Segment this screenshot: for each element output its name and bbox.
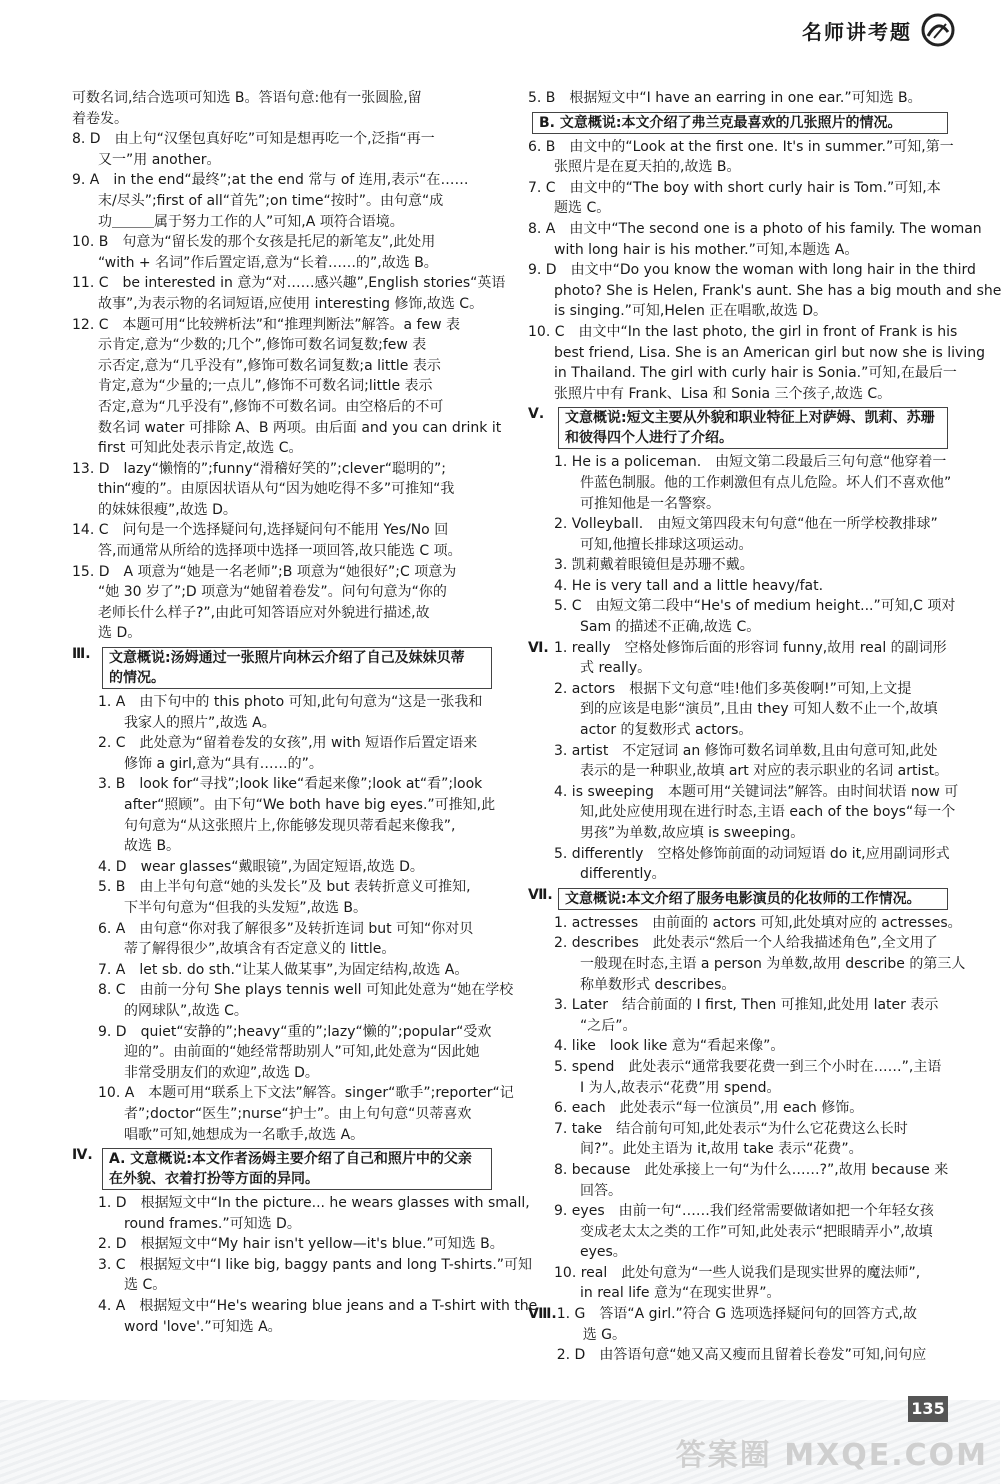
section-number: Ⅵ. (528, 639, 549, 656)
answer-item (98, 1083, 514, 1145)
section-3 (72, 644, 514, 1145)
answer-item (72, 459, 492, 521)
page-number: 135 (908, 1396, 948, 1422)
answer-item (72, 273, 506, 314)
answer-first-line: 7. A let sb. do sth.“让某人做某事”,为固定结构,故选 A。 (98, 961, 469, 978)
answer-line: I 为人,故表示“花费”用 spend。 (580, 1079, 781, 1096)
summary-box (102, 1148, 492, 1190)
answer-line: 者”;doctor“医生”;nurse“护士”。由上句句意“贝蒂喜欢 (124, 1105, 472, 1122)
answer-line: in Thailand. The girl with curly hair is Sonia.”可知,在最后一 (554, 365, 957, 382)
answer-first-line: 4. He is very tall and a little heavy/fat. (554, 577, 824, 594)
section-7 (528, 885, 966, 1304)
answer-first-line: 3. B look for“寻找”;look like“看起来像”;look at“看”;look (98, 776, 483, 793)
answer-first-line: 1. really 空格处修饰后面的形容词 funny,故用 real 的副词形 (554, 639, 947, 656)
answer-item (554, 913, 962, 934)
page-header (802, 8, 956, 52)
answer-first-line: 4. like look like 意为“看起来像”。 (554, 1038, 785, 1055)
answer-item (554, 638, 948, 679)
answer-item (98, 1255, 533, 1296)
answer-line: “with + 名词”作后置定语,意为“长着……的”,故选 B。 (98, 254, 438, 271)
answer-line: 句句意为“从这张照片上,你能够发现贝蒂看起来像我”, (124, 817, 456, 834)
section-body (554, 885, 966, 1304)
answer-line: 选 C。 (124, 1277, 167, 1294)
answer-line: word 'love'.”可知选 A。 (124, 1318, 282, 1335)
answer-line: “之后”。 (580, 1017, 637, 1034)
answer-first-line: 8. C 由前一分句 She plays tennis well 可知此处意为“她在学校 (98, 982, 514, 999)
answer-line: 老师长什么样子?”,由此可知答语应对外貌进行描述,故 (98, 604, 430, 621)
answer-first-line: 6. A 由句意“你对我了解很多”及转折连词 but 可知“你对贝 (98, 920, 474, 937)
section-body (557, 1304, 948, 1366)
answer-first-line: 2. actors 根据下文句意“哇!他们多英俊啊!”可知,上文提 (554, 680, 912, 697)
answer-first-line: 8. because 此处承接上一句“为什么……?”,故用 because 来 (554, 1161, 949, 1178)
answer-line: best friend, Lisa. She is an American girl but now she is living (554, 344, 985, 361)
answer-item (554, 1160, 948, 1201)
answer-item (98, 857, 492, 878)
answer-line: Sam 的描述不正确,故选 C。 (580, 619, 761, 636)
answer-line: 修饰 a girl,意为“具有……的”。 (124, 755, 323, 772)
summary-line: B. 文意概说:本文介绍了弗兰克最喜欢的几张照片的情况。 (539, 114, 902, 131)
answer-first-line: 14. C 问句是一个选择疑问句,选择疑问句不能用 Yes/No 回 (72, 522, 449, 539)
section-body (98, 644, 514, 1145)
answer-line: in real life 意为“在现实世界”。 (580, 1285, 781, 1302)
answer-line: 示肯定,意为“少数的;几个”,修饰可数名词复数;few 表 (98, 337, 427, 354)
answer-first-line: 6. B 由文中的“Look at the first one. It's in summer.”可知,第一 (528, 138, 954, 155)
answer-first-line: 11. C be interested in 意为“对……感兴趣”,English stories“英语 (72, 275, 506, 292)
answer-first-line: 1. A 由下句中的 this photo 可知,此句句意为“这是一张我和 (98, 694, 483, 711)
section-number: Ⅷ. (528, 1306, 557, 1323)
answer-first-line: 5. spend 此处表示“通常我要花费一到三个小时在……”,主语 (554, 1058, 942, 1075)
answer-line: eyes。 (580, 1244, 627, 1261)
answer-first-line: 1. D 根据短文中“In the picture... he wears glasses with small, (98, 1195, 530, 1212)
answer-item (554, 452, 952, 514)
answer-first-line: 3. artist 不定冠词 an 修饰可数名词单数,且由句意可知,此处 (554, 742, 938, 759)
answer-line: 变成老太太之类的工作”可知,此处表示“把眼睛弄小”,故填 (580, 1223, 933, 1240)
section-number: Ⅶ. (528, 886, 553, 903)
answer-item (554, 576, 948, 597)
answer-first-line: 5. B 由上半句句意“她的头发长”及 but 表转折意义可推知, (98, 879, 471, 896)
summary-box (558, 407, 948, 449)
right-column (528, 88, 1001, 1366)
answer-line: 一般现在时态,主语 a person 为单数,故用 describe 的第三人 (580, 955, 966, 972)
series-title: 名师讲考题 (802, 19, 912, 44)
answer-item (557, 1345, 948, 1366)
answer-line: is singing.”可知,Helen 正在唱歌,故选 D。 (554, 303, 828, 320)
answer-first-line: 9. A in the end“最终”;at the end 常与 of 连用,表示“在…… (72, 172, 469, 189)
answer-item (554, 514, 948, 555)
answer-item (554, 555, 948, 576)
answer-item (98, 733, 492, 774)
answer-item (528, 260, 1001, 322)
section-8 (528, 1304, 948, 1366)
summary-box (102, 647, 492, 689)
answer-first-line: 9. D quiet“安静的”;heavy“重的”;lazy“懒的”;popular“受欢 (98, 1023, 492, 1040)
intro-line: 着卷发。 (72, 110, 128, 127)
answer-item (528, 137, 954, 178)
answer-line: 表示的是一种职业,故填 art 对应的表示职业的名词 artist。 (580, 763, 949, 780)
answer-item (554, 741, 948, 782)
answer-first-line: 3. Later 结合前面的 I first, Then 可推知,此处用 later 表示 (554, 997, 939, 1014)
answer-line: 我家人的照片”,故选 A。 (124, 714, 276, 731)
answer-line: 选 D。 (98, 625, 142, 642)
answer-item (98, 919, 492, 960)
answer-line: 知,此处应使用现在进行时态,主语 each of the boys“每一个 (580, 804, 956, 821)
answer-line: 回答。 (580, 1182, 622, 1199)
answer-first-line: 8. D 由上句“汉堡包真好吃”可知是想再吃一个,泛指“再一 (72, 131, 435, 148)
answer-item (528, 219, 982, 260)
answer-line: with long hair is his mother.”可知,本题选 A。 (554, 241, 859, 258)
logo-icon (920, 12, 956, 48)
answer-first-line: 1. G 答语“A girl.”符合 G 选项选择疑问句的回答方式,故 (556, 1306, 917, 1323)
answer-first-line: 10. B 句意为“留长发的那个女孩是托尼的新笔友”,此处用 (72, 234, 436, 251)
answer-first-line: 5. differently 空格处修饰前面的动词短语 do it,应用副词形式 (554, 845, 950, 862)
answer-first-line: 12. C 本题可用“比较辨析法”和“推理判断法”解答。a few 表 (72, 316, 460, 333)
answer-first-line: 1. actresses 由前面的 actors 可知,此处填对应的 actresses。 (554, 914, 962, 931)
summary-line: 和彼得四个人进行了介绍。 (565, 430, 733, 447)
answer-line: 可推知他是一名警察。 (580, 495, 720, 512)
answer-first-line: 7. C 由文中的“The boy with short curly hair is Tom.”可知,本 (528, 179, 941, 196)
answer-item (554, 933, 966, 995)
answer-item (72, 520, 492, 561)
answer-line: 肯定,意为“少量的;一点儿”,修饰不可数名词;little 表示 (98, 378, 433, 395)
answer-line: 功＿＿＿属于努力工作的人”可知,A 项符合语境。 (98, 213, 404, 230)
answer-first-line: 3. 凯莉戴着眼镜但是苏珊不戴。 (554, 557, 754, 574)
section-body (554, 638, 959, 885)
answer-first-line: 2. Volleyball. 由短文第四段末句句意“他在一所学校教排球” (554, 516, 938, 533)
answer-item (554, 995, 948, 1036)
summary-line: 文意概说:汤姆通过一张照片向林云介绍了自己及妹妹贝蒂 (109, 650, 465, 667)
answer-line: 唱歌”可知,她想成为一名歌手,故选 A。 (124, 1126, 365, 1143)
answer-line: 迎的”。由前面的“她经常帮助别人”可知,此处意为“因此她 (124, 1044, 480, 1061)
answer-line: 男孩”为单数,故应填 is sweeping。 (580, 825, 805, 841)
answer-item (554, 1201, 948, 1263)
answer-first-line: 15. D A 项意为“她是一名老师”;B 项意为“她很好”;C 项意为 (72, 563, 457, 580)
answer-line: after“照顾”。由下句“We both have big eyes.”可推知,此 (124, 797, 496, 813)
answer-first-line: 9. D 由文中“Do you know the woman with long hair in the third (528, 262, 976, 279)
answer-item (98, 774, 496, 856)
section-number: Ⅳ. (72, 1147, 93, 1164)
answer-line: first 可知此处表示肯定,故选 C。 (98, 440, 303, 457)
left-column (72, 88, 538, 1337)
answer-line: 蒂了解得很少”,故填含有否定意义的 little。 (124, 941, 396, 958)
answer-line: differently。 (580, 866, 666, 883)
answer-item (98, 1193, 530, 1234)
answer-item (554, 1057, 948, 1098)
answer-item (98, 1022, 492, 1084)
section-body (98, 1145, 538, 1337)
answer-first-line: 8. A 由文中“The second one is a photo of his family. The woman (528, 220, 982, 237)
answer-line: 式 really。 (580, 660, 652, 677)
answer-item (98, 980, 514, 1021)
summary-line: 在外貌、衣着打扮等方面的异同。 (109, 1171, 319, 1188)
answer-line: thin“瘦的”。由原因状语从句“因为她吃得不多”可推知“我 (98, 481, 455, 498)
answer-first-line: 10. real 此处句意为“一些人说我们是现实世界的魔法师”, (554, 1264, 921, 1281)
answer-line: round frames.”可知选 D。 (124, 1215, 301, 1232)
answer-line: 下半句句意为“但我的头发短”,故选 B。 (124, 899, 368, 916)
answer-item (554, 679, 948, 741)
page-footer (0, 1400, 1000, 1484)
section-4 (72, 1145, 538, 1337)
answer-line: 故事”,为表示物的名词短语,应使用 interesting 修饰,故选 C。 (98, 295, 484, 312)
answer-line: 称单数形式 describes。 (580, 976, 736, 993)
answer-line: 非常受朋友们的欢迎”,故选 D。 (124, 1064, 319, 1081)
answer-item (98, 960, 492, 981)
summary-line: 的情况。 (109, 670, 165, 687)
answer-item (98, 1296, 538, 1337)
section-number: Ⅴ. (528, 406, 545, 423)
answer-first-line: 1. He is a policeman. 由短文第二段最后三句句意“他穿着一 (554, 454, 947, 471)
answer-first-line: 7. take 结合前句可知,此处表示“为什么它花费这么长时 (554, 1120, 908, 1137)
section-5 (528, 404, 956, 637)
answer-item (528, 178, 948, 219)
answer-line: “她 30 岁了”;D 项意为“她留着卷发”。问句句意为“你的 (98, 584, 447, 601)
answer-first-line: 5. B 根据短文中“I have an earring in one ear.”可知选 B。 (528, 90, 922, 106)
answer-first-line: 10. A 本题可用“联系上下文法”解答。singer“歌手”;reporter“记 (98, 1085, 514, 1102)
answer-line: 题选 C。 (554, 200, 611, 217)
answer-item (98, 1234, 504, 1255)
answer-item (98, 692, 492, 733)
summary-line: 文意概说:本文介绍了服务电影演员的化妆师的工作情况。 (565, 890, 921, 907)
answer-line: 的妹妹很瘦”,故选 D。 (98, 501, 237, 518)
answer-item (72, 315, 502, 459)
answer-line: 张照片是在夏天拍的,故选 B。 (554, 159, 741, 176)
answer-item (554, 596, 956, 637)
answer-item (72, 562, 492, 644)
answer-item (554, 1119, 948, 1160)
answer-item (72, 170, 492, 232)
answer-first-line: 5. C 由短文第二段中“He's of medium height...”可知,C 项对 (554, 598, 956, 615)
answer-line: 数名词 water 可排除 A、B 两项。由后面 and you can drink it (98, 419, 502, 436)
answer-item (554, 1098, 948, 1119)
section-6 (528, 638, 959, 885)
answer-first-line: 10. C 由文中“In the last photo, the girl in front of Frank is his (528, 323, 958, 340)
answer-item (554, 1036, 948, 1057)
answer-line: 又一”用 another。 (98, 151, 221, 168)
answer-first-line: 2. D 根据短文中“My hair isn't yellow—it's blue.”可知选 B。 (98, 1236, 504, 1253)
answer-line: 末/尽头”;first of all“首先”;on time“按时”。由句意“成 (98, 192, 444, 209)
summary-box (558, 888, 948, 910)
answer-first-line: 6. each 此处表示“每一位演员”,用 each 修饰。 (554, 1100, 864, 1117)
section-number: Ⅲ. (72, 646, 91, 663)
answer-item (554, 844, 948, 885)
answer-item (528, 88, 948, 109)
answer-first-line: 4. A 根据短文中“He's wearing blue jeans and a T-shirt with the (98, 1298, 538, 1315)
watermark: 答案圈 MXQE.COM (675, 1438, 988, 1473)
answer-item (528, 322, 985, 404)
answer-first-line: 2. C 此处意为“留着卷发的女孩”,用 with 短语作后置定语来 (98, 735, 478, 752)
answer-line: 的网球队”,故选 C。 (124, 1002, 248, 1019)
answer-line: 示否定,意为“几乎没有”,修饰可数名词复数;a little 表示 (98, 357, 441, 374)
answer-first-line: 13. D lazy“懒惰的”;funny“滑稽好笑的”;clever“聪明的”; (72, 460, 446, 477)
intro-line: 可数名词,结合选项可知选 B。答语句意:他有一张圆脸,留 (72, 90, 422, 106)
answer-first-line: 9. eyes 由前一句“……我们经常需要做诸如把一个年轻女孩 (554, 1203, 934, 1220)
summary-line: 文意概说:短文主要从外貌和职业特征上对萨姆、凯莉、苏珊 (565, 410, 935, 427)
section-body (554, 404, 956, 637)
summary-line: A. 文意概说:本文作者汤姆主要介绍了自己和照片中的父亲 (109, 1151, 472, 1168)
answer-item (72, 129, 492, 170)
answer-line: actor 的复数形式 actors。 (580, 722, 753, 739)
answer-item (554, 782, 959, 844)
answer-line: 间?”。此处主语为 it,故用 take 表示“花费”。 (580, 1141, 863, 1158)
answer-line: 否定,意为“几乎没有”,修饰不可数名词。由空格后的不可 (98, 398, 444, 415)
answer-line: 故选 B。 (124, 838, 181, 855)
answer-line: 选 G。 (582, 1326, 627, 1343)
answer-item (72, 232, 492, 273)
answer-item (557, 1304, 948, 1345)
answer-first-line: 4. D wear glasses“戴眼镜”,为固定短语,故选 D。 (98, 858, 424, 875)
answer-first-line: 3. C 根据短文中“I like big, baggy pants and long T-shirts.”可知 (98, 1256, 533, 1273)
answer-item (554, 1263, 948, 1304)
summary-box (532, 112, 948, 134)
answer-first-line: 4. is sweeping 本题可用“关键词法”解答。由时间状语 now 可 (554, 783, 959, 800)
answer-line: 件蓝色制服。他的工作刺激但有点儿危险。坏人们不喜欢他” (580, 474, 952, 491)
answer-line: 答,而通常从所给的选择项中选择一项回答,故只能选 C 项。 (98, 543, 462, 560)
answer-first-line: 2. D 由答语句意“她又高又瘦而且留着长卷发”可知,问句应 (556, 1347, 927, 1364)
answer-line: photo? She is Helen, Frank's aunt. She has a big mouth and she (554, 282, 1001, 299)
answer-item (98, 877, 492, 918)
answer-line: 可知,他擅长排球这项运动。 (580, 536, 753, 553)
answer-first-line: 2. describes 此处表示“然后一个人给我描述角色”,全文用了 (554, 935, 938, 952)
answer-line: 张照片中有 Frank、Lisa 和 Sonia 三个孩子,故选 C。 (554, 385, 892, 402)
answer-line: 到的应该是电影“演员”,且由 they 可知人数不止一个,故填 (580, 701, 938, 718)
